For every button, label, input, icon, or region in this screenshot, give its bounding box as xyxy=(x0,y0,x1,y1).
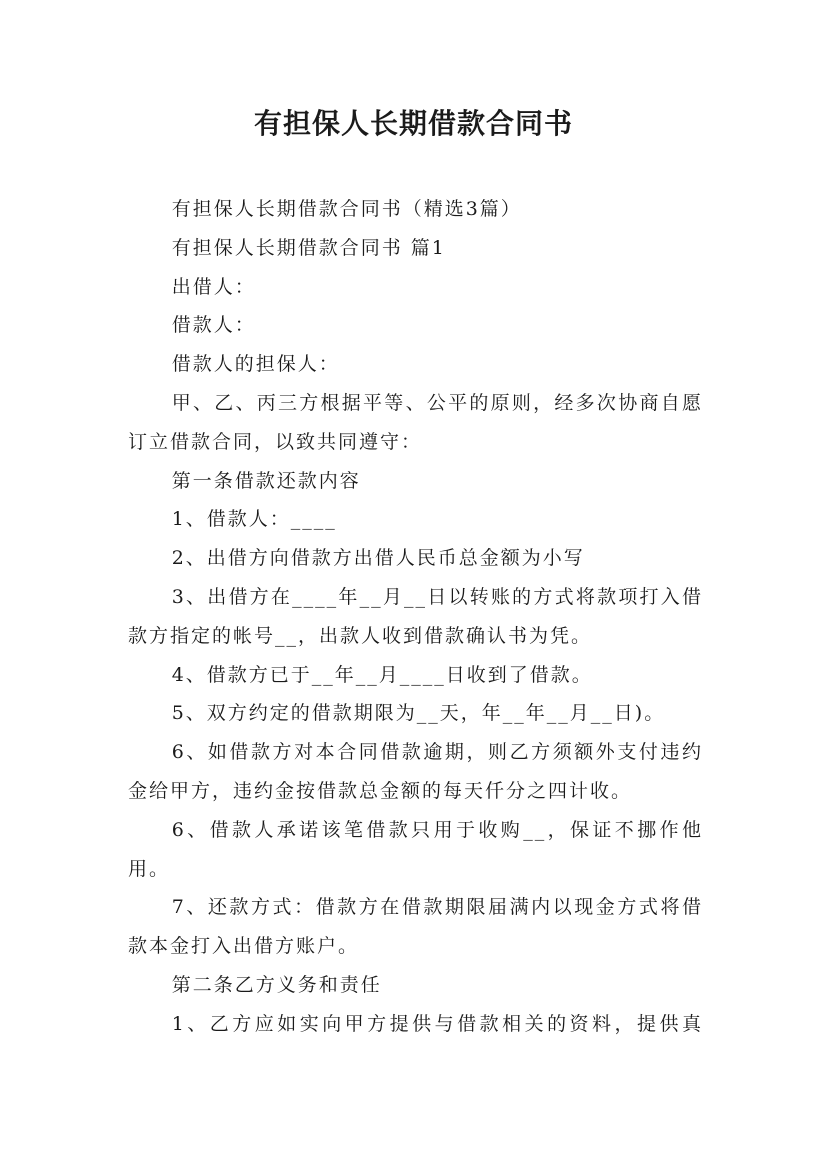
document-body xyxy=(128,190,703,1044)
paragraph-clause-4: 4、借款方已于__年__月____日收到了借款。 xyxy=(171,663,593,686)
paragraph-section-heading: 有担保人长期借款合同书 篇1 xyxy=(171,236,446,259)
paragraph-guarantor: 借款人的担保人： xyxy=(171,353,340,376)
paragraph-subtitle: 有担保人长期借款合同书（精选3篇） xyxy=(171,198,522,220)
paragraph-article-1-heading: 第一条借款还款内容 xyxy=(171,469,361,492)
paragraph-clause-5: 5、双方约定的借款期限为__天，年__年__月__日)。 xyxy=(171,702,666,725)
paragraph-preamble: 甲、乙、丙三方根据平等、公平的原则，经多次协商自愿订立借款合同，以致共同遵守： xyxy=(128,391,703,453)
paragraph-clause-1: 1、借款人：____ xyxy=(171,508,337,531)
paragraph-clause-2: 2、出借方向借款方出借人民币总金额为小写 xyxy=(171,547,585,570)
paragraph-clause-6a: 6、如借款方对本合同借款逾期，则乙方须额外支付违约金给甲方，违约金按借款总金额的每天仟分之四计收。 xyxy=(128,741,703,802)
paragraph-borrower: 借款人： xyxy=(171,314,256,337)
paragraph-lender: 出借人： xyxy=(171,275,256,298)
document-title: 有担保人长期借款合同书 xyxy=(253,107,573,140)
paragraph-article-2-heading: 第二条乙方义务和责任 xyxy=(171,973,382,996)
paragraph-article-2-clause-1: 1、乙方应如实向甲方提供与借款相关的资料，提供真 xyxy=(171,1012,703,1035)
paragraph-clause-7: 7、还款方式：借款方在借款期限届满内以现金方式将借款本金打入出借方账户。 xyxy=(128,896,703,958)
paragraph-clause-6b: 6、借款人承诺该笔借款只用于收购__，保证不挪作他用。 xyxy=(128,818,703,880)
paragraph-clause-3: 3、出借方在____年__月__日以转账的方式将款项打入借款方指定的帐号__，出款人收到借款确认书为凭。 xyxy=(128,585,703,647)
